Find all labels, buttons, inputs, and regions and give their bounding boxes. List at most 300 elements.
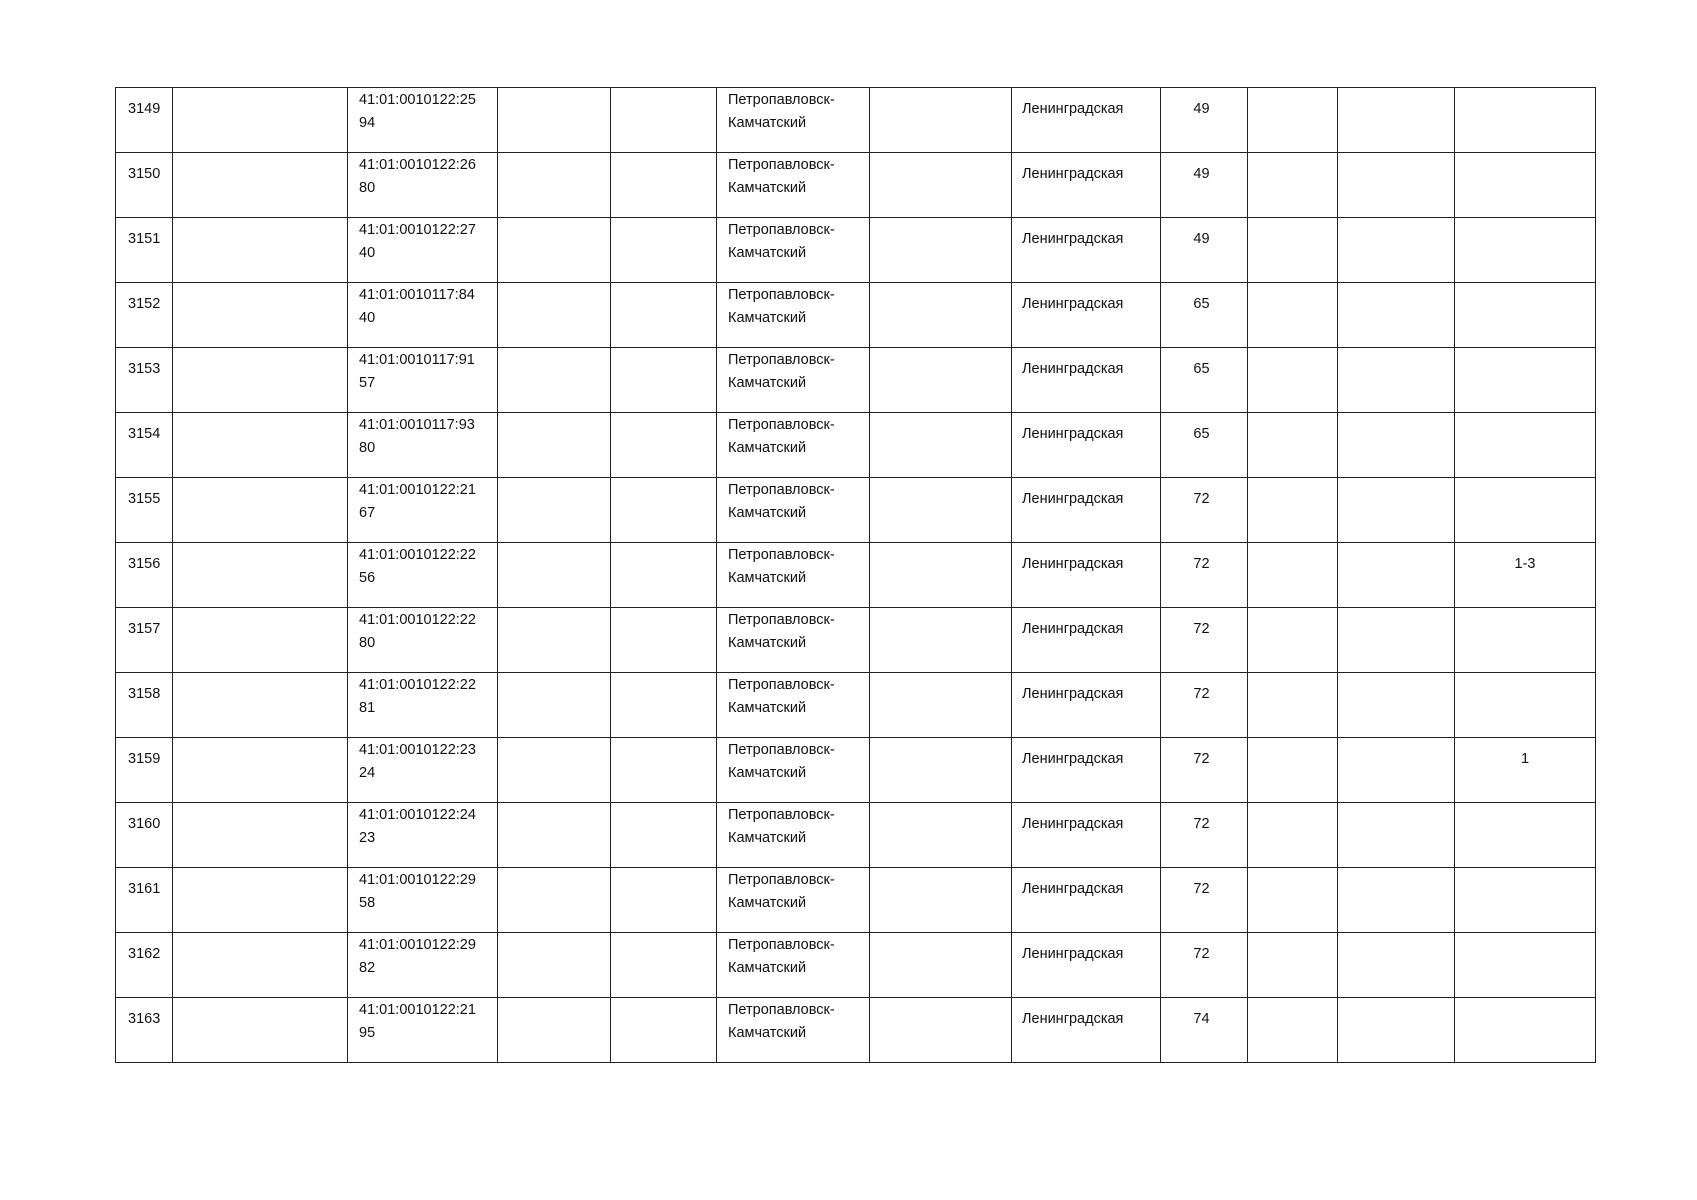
street-text: Ленинградская — [1022, 166, 1124, 182]
row-number-cell — [116, 543, 173, 608]
empty-cell — [611, 998, 717, 1063]
cadastral-number-cell — [348, 673, 498, 738]
city-text: Петропавловск- — [728, 1002, 835, 1018]
empty-cell — [611, 413, 717, 478]
house-number-cell — [1161, 673, 1248, 738]
empty-cell — [1338, 868, 1455, 933]
city-text: Камчатский — [728, 895, 807, 911]
apartment-cell — [1455, 738, 1596, 803]
cadastral-number-text: 41:01:0010117:84 — [359, 287, 475, 303]
table-row — [116, 738, 1596, 803]
cadastral-number-cell — [348, 283, 498, 348]
apartment-cell — [1455, 413, 1596, 478]
empty-cell — [870, 88, 1012, 153]
city-text: Петропавловск- — [728, 742, 835, 758]
city-cell — [717, 88, 870, 153]
cadastral-number-text: 40 — [359, 245, 376, 261]
empty-cell — [611, 803, 717, 868]
empty-cell — [173, 543, 348, 608]
row-number-text: 3156 — [128, 556, 161, 572]
house-number-text: 49 — [1193, 101, 1210, 117]
cadastral-number-text: 41:01:0010122:29 — [359, 937, 476, 953]
empty-cell — [1248, 608, 1338, 673]
cadastral-number-text: 41:01:0010122:27 — [359, 222, 476, 238]
city-cell — [717, 283, 870, 348]
empty-cell — [498, 803, 611, 868]
street-cell — [1012, 218, 1161, 283]
row-number-text: 3162 — [128, 946, 161, 962]
cadastral-number-text: 56 — [359, 570, 376, 586]
empty-cell — [870, 933, 1012, 998]
street-cell — [1012, 478, 1161, 543]
cadastral-number-text: 41:01:0010122:22 — [359, 547, 476, 563]
city-cell — [717, 608, 870, 673]
table-row — [116, 673, 1596, 738]
empty-cell — [611, 933, 717, 998]
row-number-cell — [116, 153, 173, 218]
city-text: Камчатский — [728, 700, 807, 716]
city-text: Камчатский — [728, 960, 807, 976]
apartment-text: 1 — [1520, 751, 1530, 767]
empty-cell — [1338, 478, 1455, 543]
street-text: Ленинградская — [1022, 816, 1124, 832]
empty-cell — [870, 803, 1012, 868]
street-cell — [1012, 738, 1161, 803]
street-cell — [1012, 803, 1161, 868]
empty-cell — [173, 803, 348, 868]
house-number-text: 74 — [1193, 1011, 1210, 1027]
empty-cell — [498, 608, 611, 673]
city-text: Камчатский — [728, 115, 807, 131]
cadastral-number-text: 41:01:0010122:21 — [359, 482, 476, 498]
empty-cell — [173, 478, 348, 543]
house-number-cell — [1161, 478, 1248, 543]
street-text: Ленинградская — [1022, 881, 1124, 897]
street-text: Ленинградская — [1022, 556, 1124, 572]
empty-cell — [1338, 348, 1455, 413]
city-cell — [717, 153, 870, 218]
empty-cell — [611, 673, 717, 738]
table-row — [116, 803, 1596, 868]
city-text: Камчатский — [728, 635, 807, 651]
row-number-cell — [116, 933, 173, 998]
empty-cell — [611, 153, 717, 218]
cadastral-number-text: 80 — [359, 635, 376, 651]
cadastral-number-text: 41:01:0010122:21 — [359, 1002, 476, 1018]
apartment-cell — [1455, 348, 1596, 413]
apartment-cell — [1455, 673, 1596, 738]
empty-cell — [498, 933, 611, 998]
apartment-cell — [1455, 868, 1596, 933]
cadastral-number-text: 94 — [359, 115, 376, 131]
city-text: Петропавловск- — [728, 612, 835, 628]
house-number-cell — [1161, 543, 1248, 608]
row-number-cell — [116, 348, 173, 413]
house-number-text: 72 — [1193, 816, 1210, 832]
city-cell — [717, 413, 870, 478]
cadastral-number-text: 57 — [359, 375, 376, 391]
empty-cell — [498, 868, 611, 933]
city-cell — [717, 673, 870, 738]
empty-cell — [1248, 413, 1338, 478]
city-text: Петропавловск- — [728, 677, 835, 693]
empty-cell — [173, 933, 348, 998]
empty-cell — [1248, 933, 1338, 998]
empty-cell — [498, 218, 611, 283]
empty-cell — [1338, 283, 1455, 348]
house-number-cell — [1161, 218, 1248, 283]
empty-cell — [611, 738, 717, 803]
city-cell — [717, 478, 870, 543]
cadastral-number-cell — [348, 348, 498, 413]
cadastral-number-text: 80 — [359, 180, 376, 196]
row-number-cell — [116, 608, 173, 673]
row-number-cell — [116, 88, 173, 153]
empty-cell — [498, 283, 611, 348]
city-cell — [717, 803, 870, 868]
table-row — [116, 998, 1596, 1063]
row-number-text: 3155 — [128, 491, 161, 507]
empty-cell — [498, 998, 611, 1063]
table-row — [116, 88, 1596, 153]
cadastral-number-cell — [348, 868, 498, 933]
empty-cell — [1338, 803, 1455, 868]
empty-cell — [1338, 413, 1455, 478]
empty-cell — [173, 868, 348, 933]
house-number-cell — [1161, 608, 1248, 673]
house-number-cell — [1161, 153, 1248, 218]
city-cell — [717, 543, 870, 608]
table-row — [116, 608, 1596, 673]
empty-cell — [870, 348, 1012, 413]
house-number-cell — [1161, 413, 1248, 478]
empty-cell — [498, 543, 611, 608]
street-text: Ленинградская — [1022, 686, 1124, 702]
empty-cell — [870, 998, 1012, 1063]
city-text: Петропавловск- — [728, 547, 835, 563]
table-row — [116, 153, 1596, 218]
city-text: Петропавловск- — [728, 352, 835, 368]
empty-cell — [1248, 868, 1338, 933]
cadastral-number-text: 41:01:0010122:25 — [359, 92, 476, 108]
empty-cell — [870, 868, 1012, 933]
row-number-text: 3160 — [128, 816, 161, 832]
empty-cell — [173, 153, 348, 218]
street-cell — [1012, 673, 1161, 738]
apartment-cell — [1455, 608, 1596, 673]
city-text: Камчатский — [728, 180, 807, 196]
city-text: Камчатский — [728, 570, 807, 586]
empty-cell — [1338, 998, 1455, 1063]
empty-cell — [498, 738, 611, 803]
cadastral-number-cell — [348, 998, 498, 1063]
registry-table — [115, 87, 1596, 1063]
empty-cell — [498, 413, 611, 478]
cadastral-number-cell — [348, 608, 498, 673]
apartment-cell — [1455, 543, 1596, 608]
street-text: Ленинградская — [1022, 1011, 1124, 1027]
empty-cell — [173, 413, 348, 478]
cadastral-number-text: 67 — [359, 505, 376, 521]
cadastral-number-text: 41:01:0010122:26 — [359, 157, 476, 173]
cadastral-number-text: 24 — [359, 765, 376, 781]
cadastral-number-cell — [348, 218, 498, 283]
cadastral-number-text: 41:01:0010117:93 — [359, 417, 475, 433]
empty-cell — [1338, 608, 1455, 673]
house-number-cell — [1161, 998, 1248, 1063]
row-number-text: 3153 — [128, 361, 161, 377]
street-cell — [1012, 88, 1161, 153]
cadastral-number-text: 41:01:0010117:91 — [359, 352, 475, 368]
empty-cell — [870, 738, 1012, 803]
empty-cell — [173, 88, 348, 153]
city-text: Петропавловск- — [728, 937, 835, 953]
row-number-text: 3159 — [128, 751, 161, 767]
cadastral-number-cell — [348, 153, 498, 218]
cadastral-number-cell — [348, 478, 498, 543]
cadastral-number-text: 41:01:0010122:24 — [359, 807, 476, 823]
house-number-text: 72 — [1193, 491, 1210, 507]
cadastral-number-text: 41:01:0010122:23 — [359, 742, 476, 758]
empty-cell — [870, 673, 1012, 738]
city-text: Камчатский — [728, 505, 807, 521]
house-number-cell — [1161, 868, 1248, 933]
empty-cell — [1248, 283, 1338, 348]
street-text: Ленинградская — [1022, 946, 1124, 962]
city-text: Петропавловск- — [728, 872, 835, 888]
house-number-cell — [1161, 283, 1248, 348]
street-text: Ленинградская — [1022, 101, 1124, 117]
street-cell — [1012, 153, 1161, 218]
empty-cell — [173, 998, 348, 1063]
empty-cell — [611, 868, 717, 933]
row-number-text: 3150 — [128, 166, 161, 182]
cadastral-number-cell — [348, 88, 498, 153]
cadastral-number-text: 41:01:0010122:22 — [359, 677, 476, 693]
empty-cell — [498, 153, 611, 218]
empty-cell — [1248, 478, 1338, 543]
city-text: Камчатский — [728, 375, 807, 391]
empty-cell — [1248, 88, 1338, 153]
row-number-text: 3161 — [128, 881, 161, 897]
empty-cell — [498, 88, 611, 153]
city-cell — [717, 998, 870, 1063]
empty-cell — [1248, 803, 1338, 868]
apartment-cell — [1455, 88, 1596, 153]
empty-cell — [611, 283, 717, 348]
city-text: Камчатский — [728, 1025, 807, 1041]
row-number-cell — [116, 738, 173, 803]
city-text: Петропавловск- — [728, 417, 835, 433]
apartment-cell — [1455, 153, 1596, 218]
empty-cell — [173, 218, 348, 283]
street-text: Ленинградская — [1022, 426, 1124, 442]
city-text: Камчатский — [728, 830, 807, 846]
apartment-cell — [1455, 803, 1596, 868]
cadastral-number-text: 81 — [359, 700, 376, 716]
row-number-text: 3152 — [128, 296, 161, 312]
apartment-cell — [1455, 998, 1596, 1063]
empty-cell — [611, 88, 717, 153]
city-cell — [717, 348, 870, 413]
house-number-text: 65 — [1193, 296, 1210, 312]
house-number-cell — [1161, 88, 1248, 153]
table-row — [116, 478, 1596, 543]
house-number-cell — [1161, 803, 1248, 868]
empty-cell — [1338, 88, 1455, 153]
empty-cell — [498, 478, 611, 543]
empty-cell — [611, 348, 717, 413]
cadastral-number-text: 23 — [359, 830, 376, 846]
street-cell — [1012, 413, 1161, 478]
city-cell — [717, 868, 870, 933]
city-text: Камчатский — [728, 245, 807, 261]
row-number-cell — [116, 673, 173, 738]
empty-cell — [1338, 543, 1455, 608]
empty-cell — [1248, 998, 1338, 1063]
city-text: Камчатский — [728, 310, 807, 326]
empty-cell — [870, 153, 1012, 218]
row-number-cell — [116, 218, 173, 283]
empty-cell — [1338, 673, 1455, 738]
city-text: Петропавловск- — [728, 482, 835, 498]
empty-cell — [870, 413, 1012, 478]
city-cell — [717, 933, 870, 998]
cadastral-number-text: 80 — [359, 440, 376, 456]
house-number-text: 72 — [1193, 686, 1210, 702]
street-cell — [1012, 933, 1161, 998]
city-cell — [717, 738, 870, 803]
row-number-cell — [116, 998, 173, 1063]
city-text: Камчатский — [728, 440, 807, 456]
street-text: Ленинградская — [1022, 361, 1124, 377]
empty-cell — [870, 283, 1012, 348]
house-number-text: 65 — [1193, 426, 1210, 442]
table-row — [116, 933, 1596, 998]
row-number-text: 3163 — [128, 1011, 161, 1027]
table-row — [116, 283, 1596, 348]
table-row — [116, 868, 1596, 933]
city-text: Камчатский — [728, 765, 807, 781]
house-number-text: 72 — [1193, 946, 1210, 962]
house-number-text: 49 — [1193, 231, 1210, 247]
street-text: Ленинградская — [1022, 296, 1124, 312]
empty-cell — [173, 738, 348, 803]
empty-cell — [173, 348, 348, 413]
street-text: Ленинградская — [1022, 231, 1124, 247]
row-number-text: 3157 — [128, 621, 161, 637]
row-number-cell — [116, 868, 173, 933]
apartment-text: 1-3 — [1514, 556, 1536, 572]
empty-cell — [1338, 218, 1455, 283]
cadastral-number-text: 82 — [359, 960, 376, 976]
street-cell — [1012, 543, 1161, 608]
row-number-cell — [116, 283, 173, 348]
city-text: Петропавловск- — [728, 157, 835, 173]
empty-cell — [173, 673, 348, 738]
table-row — [116, 543, 1596, 608]
empty-cell — [498, 348, 611, 413]
cadastral-number-cell — [348, 738, 498, 803]
cadastral-number-text: 41:01:0010122:29 — [359, 872, 476, 888]
cadastral-number-text: 41:01:0010122:22 — [359, 612, 476, 628]
empty-cell — [870, 608, 1012, 673]
empty-cell — [611, 543, 717, 608]
city-text: Петропавловск- — [728, 807, 835, 823]
city-text: Петропавловск- — [728, 92, 835, 108]
street-cell — [1012, 868, 1161, 933]
street-cell — [1012, 998, 1161, 1063]
empty-cell — [1248, 738, 1338, 803]
row-number-cell — [116, 478, 173, 543]
row-number-cell — [116, 803, 173, 868]
table-row — [116, 348, 1596, 413]
house-number-cell — [1161, 738, 1248, 803]
empty-cell — [1338, 933, 1455, 998]
cadastral-number-cell — [348, 803, 498, 868]
cadastral-number-cell — [348, 543, 498, 608]
empty-cell — [1338, 738, 1455, 803]
cadastral-number-text: 58 — [359, 895, 376, 911]
house-number-text: 72 — [1193, 751, 1210, 767]
row-number-text: 3158 — [128, 686, 161, 702]
apartment-cell — [1455, 933, 1596, 998]
city-cell — [717, 218, 870, 283]
row-number-text: 3149 — [128, 101, 161, 117]
street-text: Ленинградская — [1022, 751, 1124, 767]
cadastral-number-cell — [348, 933, 498, 998]
apartment-cell — [1455, 218, 1596, 283]
empty-cell — [870, 218, 1012, 283]
street-text: Ленинградская — [1022, 491, 1124, 507]
empty-cell — [870, 478, 1012, 543]
empty-cell — [870, 543, 1012, 608]
empty-cell — [498, 673, 611, 738]
apartment-cell — [1455, 478, 1596, 543]
cadastral-number-cell — [348, 413, 498, 478]
empty-cell — [1338, 153, 1455, 218]
house-number-text: 72 — [1193, 621, 1210, 637]
empty-cell — [1248, 348, 1338, 413]
table-body — [116, 88, 1596, 1063]
cadastral-number-text: 95 — [359, 1025, 376, 1041]
empty-cell — [611, 608, 717, 673]
row-number-cell — [116, 413, 173, 478]
house-number-text: 65 — [1193, 361, 1210, 377]
empty-cell — [611, 218, 717, 283]
row-number-text: 3151 — [128, 231, 161, 247]
empty-cell — [1248, 543, 1338, 608]
house-number-cell — [1161, 348, 1248, 413]
street-cell — [1012, 608, 1161, 673]
empty-cell — [1248, 153, 1338, 218]
cadastral-number-text: 40 — [359, 310, 376, 326]
empty-cell — [173, 283, 348, 348]
street-cell — [1012, 283, 1161, 348]
empty-cell — [1248, 673, 1338, 738]
table-row — [116, 413, 1596, 478]
house-number-text: 72 — [1193, 881, 1210, 897]
house-number-cell — [1161, 933, 1248, 998]
city-text: Петропавловск- — [728, 222, 835, 238]
street-text: Ленинградская — [1022, 621, 1124, 637]
house-number-text: 72 — [1193, 556, 1210, 572]
row-number-text: 3154 — [128, 426, 161, 442]
empty-cell — [1248, 218, 1338, 283]
table-row — [116, 218, 1596, 283]
house-number-text: 49 — [1193, 166, 1210, 182]
apartment-cell — [1455, 283, 1596, 348]
